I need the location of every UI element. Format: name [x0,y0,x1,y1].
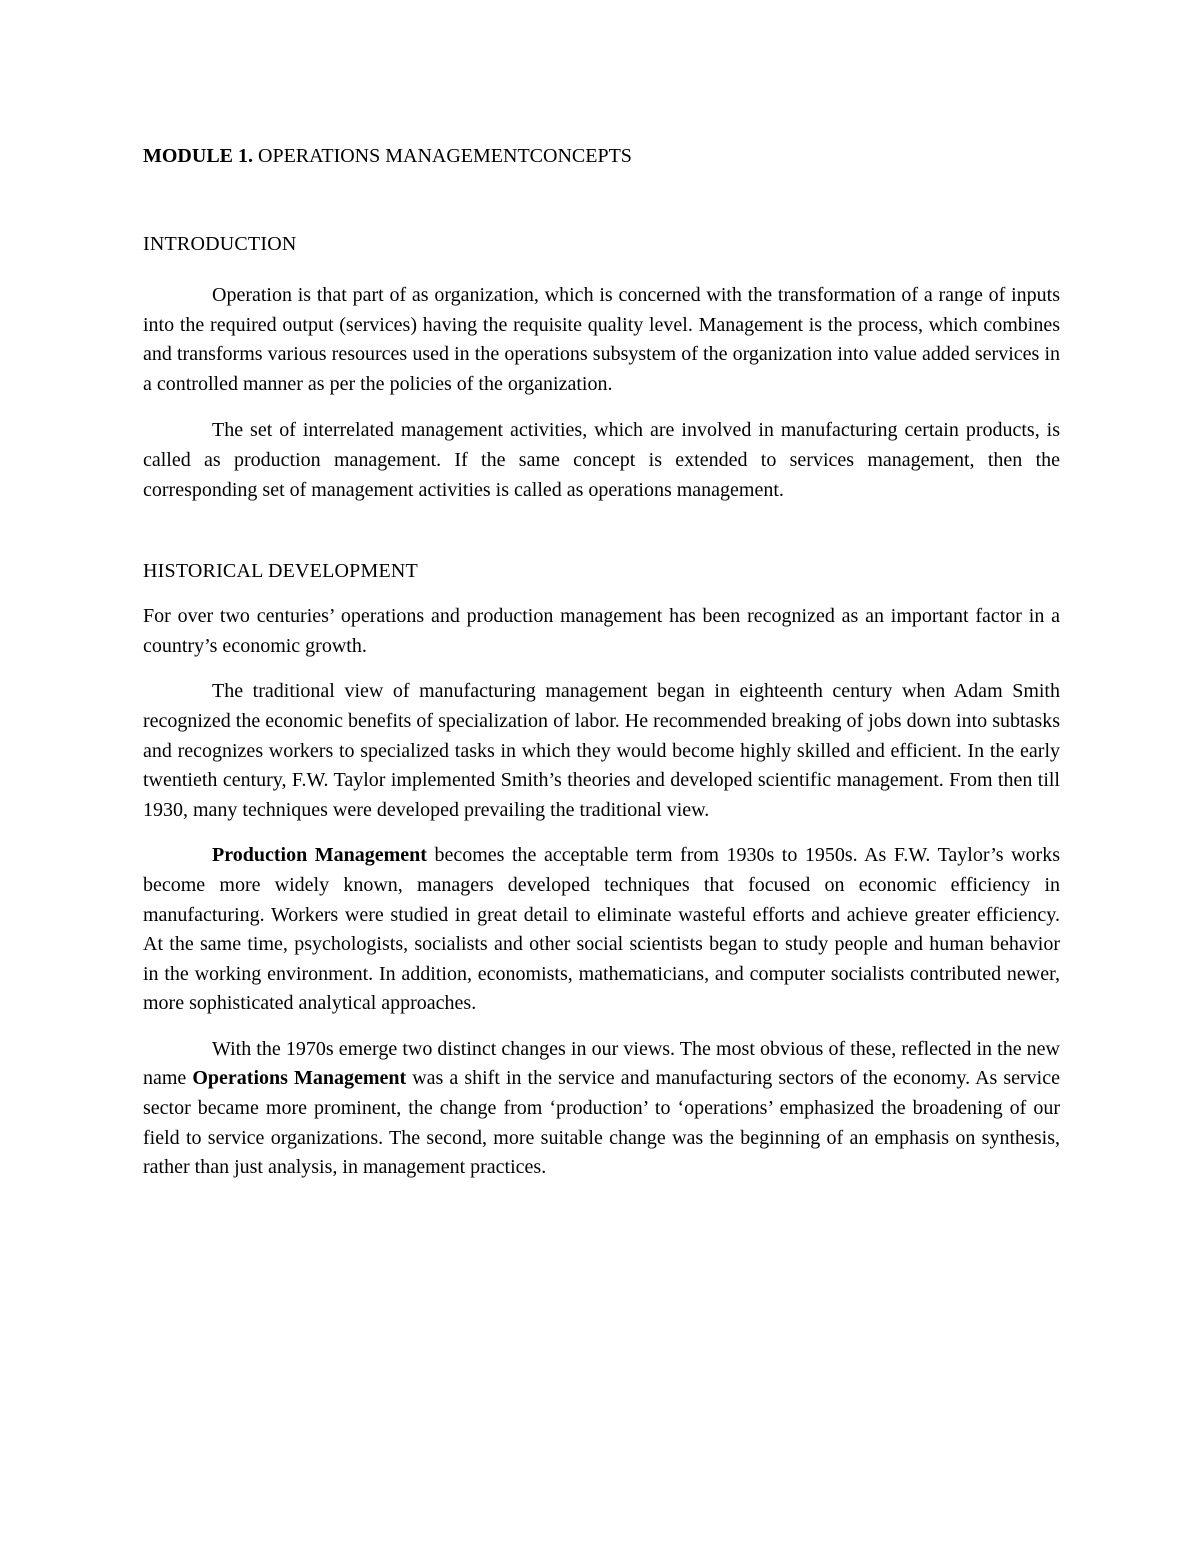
operations-management-term: Operations Management [192,1067,407,1090]
history-paragraph-4 [143,1035,1060,1183]
history-paragraph-4-text-a: With the 1970s emerge two distinct changes in our views. The most obvious of these, reflected in the new name [143,1037,1060,1090]
introduction-heading: INTRODUCTION [143,233,297,255]
production-management-term: Production Management [212,844,427,867]
introduction-paragraph-1: Operation is that part of as organization, which is concerned with the transformation of a range of inputs into the required output (services) having the requisite quality level. Management is the process, which combines and transforms various resources used in the operations subsystem of the organization into value added services in a controlled manner as per the policies of the organization. [143,284,1060,395]
module-title-text: OPERATIONS MANAGEMENTCONCEPTS [258,145,632,167]
historical-development-heading: HISTORICAL DEVELOPMENT [143,560,418,583]
history-paragraph-3 [143,841,1060,1019]
history-paragraph-3-text: becomes the acceptable term from 1930s to 1950s. As F.W. Taylor’s works become more widely known, managers developed techniques that focused on economic efficiency in manufacturing. Workers were studied in great detail to eliminate wasteful efforts and achieve greater efficiency. At the same time, psychologists, socialists and other social scientists began to study people and human behavior in the working environment. In addition, economists, mathematicians, and computer socialists contributed newer, more sophisticated analytical approaches. [143,844,1060,1015]
document-page [143,140,1060,1183]
document-title [143,140,1060,172]
introduction-paragraph-2: The set of interrelated management activities, which are involved in manufacturing certain products, is called as production management. If the same concept is extended to services management, then the corresponding set of management activities is called as operations management. [143,419,1060,501]
module-number: MODULE 1. [143,145,253,167]
history-paragraph-1: For over two centuries’ operations and production management has been recognized as an important factor in a country’s economic growth. [143,605,1060,657]
history-paragraph-2: The traditional view of manufacturing management began in eighteenth century when Adam Smith recognized the economic benefits of specialization of labor. He recommended breaking of jobs down into subtasks and recognizes workers to specialized tasks in which they would become highly skilled and efficient. In the early twentieth century, F.W. Taylor implemented Smith’s theories and developed scientific management. From then till 1930, many techniques were developed prevailing the traditional view. [143,680,1060,821]
history-paragraph-4-text-b: was a shift in the service and manufacturing sectors of the economy. As service sector became more prominent, the change from ‘production’ to ‘operations’ emphasized the broadening of our field to service organizations. The second, more suitable change was the beginning of an emphasis on synthesis, rather than just analysis, in management practices. [143,1067,1060,1179]
